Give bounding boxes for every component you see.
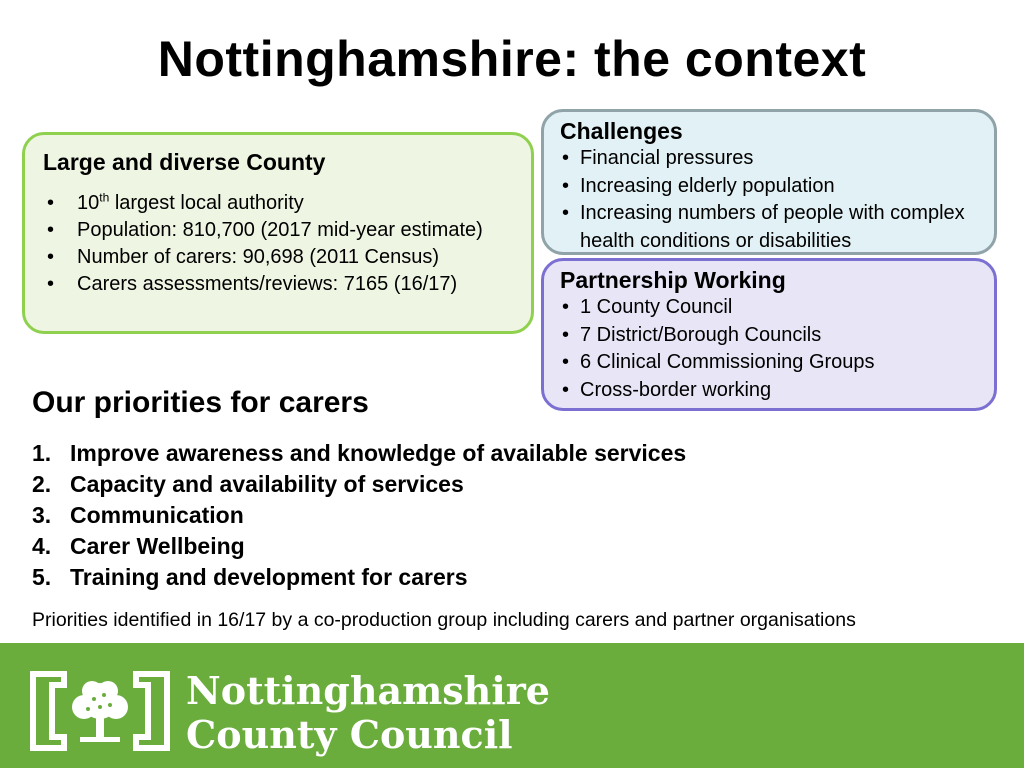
priorities-heading: Our priorities for carers [32,386,369,419]
item-number: 1. [32,440,52,466]
partner-text: 6 Clinical Commissioning Groups [580,351,875,373]
logo-line-2: County Council [186,712,513,757]
item-number: 2. [32,471,52,497]
carers-count-text: Number of carers: 90,698 (2011 Census) [77,246,440,268]
priorities-list [32,438,686,593]
list-item [560,294,978,322]
population-text: Population: 810,700 (2017 mid-year estimate) [77,219,483,241]
list-item [560,322,978,350]
partnership-box [541,258,997,411]
priority-text: Improve awareness and knowledge of available services [70,440,687,466]
bullet: • [47,219,55,241]
item-number: 3. [32,502,52,528]
priority-text: Capacity and availability of services [70,471,464,497]
challenge-text: Increasing numbers of people with complex health conditions or disabilities [580,202,965,252]
bullet: • [562,202,570,224]
list-item [43,244,513,271]
bullet: • [47,192,55,214]
bullet: • [562,378,570,401]
priority-text: Communication [70,502,244,528]
partner-text: 1 County Council [580,296,733,318]
list-item [43,271,513,298]
challenge-text: Increasing elderly population [580,174,835,197]
list-item [32,469,686,500]
bullet: • [562,147,570,169]
bullet: • [562,296,570,318]
item-number: 5. [32,564,52,590]
rank-number: 10 [77,192,100,214]
challenges-box [541,109,997,255]
list-item [32,438,686,469]
list-item [560,377,978,405]
list-item [560,349,978,377]
challenges-list [560,145,978,255]
list-item [560,173,978,201]
bullet: • [47,246,55,268]
list-item [32,500,686,531]
partner-text: 7 District/Borough Councils [580,323,822,346]
assessments-text: Carers assessments/reviews: 7165 (16/17) [77,273,458,295]
oak-tree-emblem-icon [30,671,170,751]
partnership-heading: Partnership Working [560,267,786,293]
bullet: • [562,323,570,346]
ordinal-suffix: th [99,190,110,205]
county-box-heading: Large and diverse County [43,149,326,175]
partnership-list [560,294,978,404]
list-item [43,217,513,244]
list-item [560,145,978,173]
list-item [560,200,978,255]
list-item [32,531,686,562]
bullet: • [562,351,570,373]
bullet: • [562,174,570,197]
priorities-footnote: Priorities identified in 16/17 by a co-production group including carers and partner organisations [32,609,856,631]
list-item [32,562,686,593]
bullet: • [47,273,55,295]
slide-title: Nottinghamshire: the context [157,31,867,87]
challenges-heading: Challenges [560,118,683,144]
rank-text: largest local authority [109,192,304,214]
partner-text: Cross-border working [580,378,772,401]
council-logo-wordmark [186,669,550,757]
priority-text: Carer Wellbeing [70,533,245,559]
challenge-text: Financial pressures [580,147,754,169]
footer-band [0,643,1024,768]
county-facts-box [22,132,534,334]
item-number: 4. [32,533,52,559]
list-item [43,190,513,217]
logo-line-1: Nottinghamshire [186,668,550,713]
county-facts-list [43,190,513,298]
priority-text: Training and development for carers [70,564,468,590]
